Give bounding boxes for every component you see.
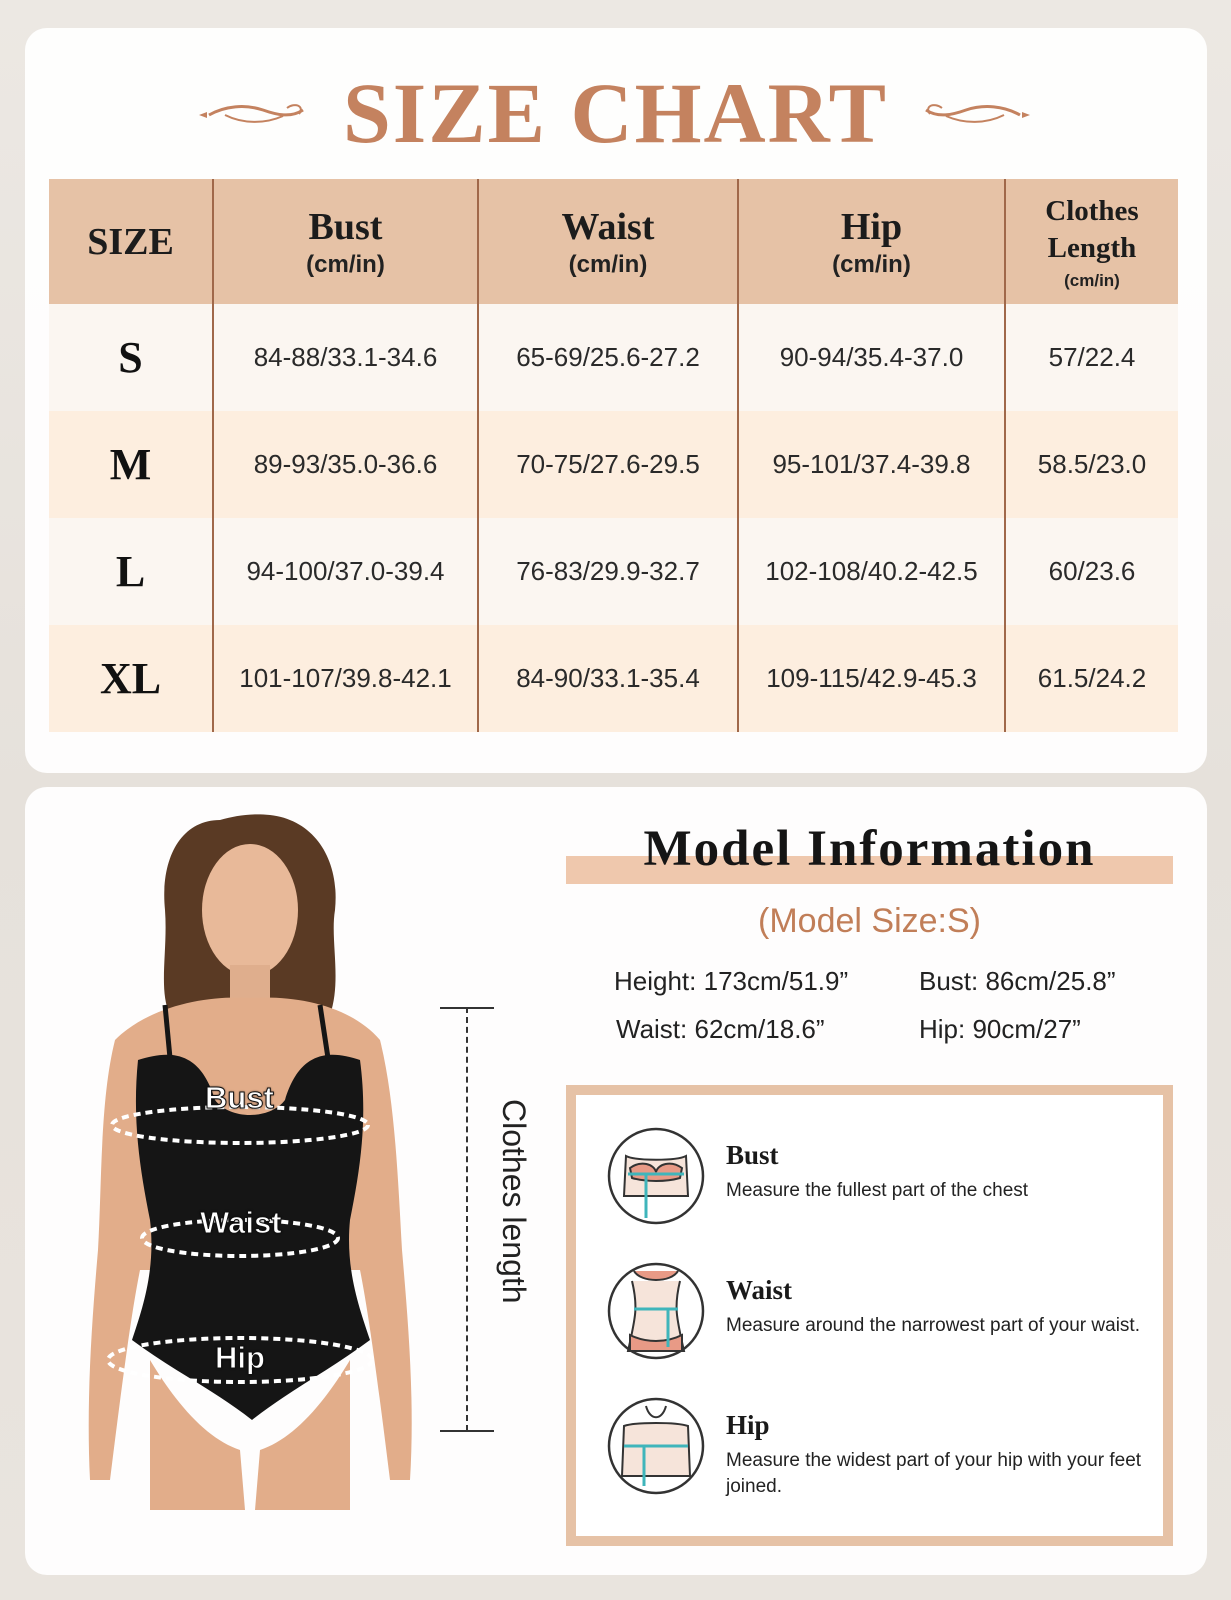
guide-name-waist: Waist (726, 1275, 793, 1305)
guide-item-waist (606, 1261, 1166, 1361)
measurement-guide (566, 1085, 1173, 1546)
table-header-row (49, 179, 1178, 304)
row-length: 57/22.4 (1005, 304, 1178, 411)
row-length: 61.5/24.2 (1005, 625, 1178, 732)
header-hip: Hip (cm/in) (738, 179, 1005, 304)
row-bust: 84-88/33.1-34.6 (213, 304, 478, 411)
table-row (49, 411, 1178, 518)
row-size: L (49, 518, 213, 625)
header-bust: Bust (cm/in) (213, 179, 478, 304)
row-size: M (49, 411, 213, 518)
right-flourish-icon (922, 100, 1034, 130)
guide-name-hip: Hip (726, 1410, 770, 1440)
face-shape (202, 844, 298, 976)
model-height: Height: 173cm/51.9” (614, 966, 849, 996)
row-size: S (49, 304, 213, 411)
guide-item-hip (606, 1396, 1166, 1496)
page-title: SIZE CHART (342, 65, 889, 161)
guide-item-bust (606, 1126, 1166, 1226)
model-hip: Hip: 90cm/27” (919, 1014, 1081, 1044)
row-waist: 70-75/27.6-29.5 (478, 411, 738, 518)
header-clothes-length: Clothes Length (cm/in) (1005, 179, 1178, 304)
bust-label: Bust (205, 1080, 274, 1115)
waist-label: Waist (200, 1205, 282, 1240)
row-bust: 89-93/35.0-36.6 (213, 411, 478, 518)
model-info-title: Model Information (643, 821, 1096, 877)
size-table (49, 179, 1178, 732)
guide-desc-hip: Measure the widest part of your hip with your feet joined. (726, 1450, 1142, 1497)
header-size: SIZE (49, 179, 213, 304)
table-row (49, 518, 1178, 625)
row-bust: 94-100/37.0-39.4 (213, 518, 478, 625)
waist-measure-icon (606, 1261, 706, 1361)
length-dashed-line (466, 1007, 468, 1431)
row-hip: 102-108/40.2-42.5 (738, 518, 1005, 625)
row-waist: 65-69/25.6-27.2 (478, 304, 738, 411)
hip-measure-icon (606, 1396, 706, 1496)
guide-name-bust: Bust (726, 1140, 779, 1170)
model-waist: Waist: 62cm/18.6” (616, 1014, 825, 1044)
length-bottom-cap (440, 1430, 494, 1432)
row-waist: 76-83/29.9-32.7 (478, 518, 738, 625)
row-hip: 109-115/42.9-45.3 (738, 625, 1005, 732)
guide-desc-waist: Measure around the narrowest part of your waist. (726, 1315, 1140, 1336)
bust-measure-icon (606, 1126, 706, 1226)
model-bust: Bust: 86cm/25.8” (919, 966, 1116, 996)
guide-desc-bust: Measure the fullest part of the chest (726, 1180, 1029, 1201)
model-figure (30, 800, 460, 1510)
row-hip: 95-101/37.4-39.8 (738, 411, 1005, 518)
row-length: 60/23.6 (1005, 518, 1178, 625)
hip-label: Hip (215, 1340, 265, 1375)
table-row (49, 304, 1178, 411)
table-row (49, 625, 1178, 732)
title-wrap (0, 65, 1231, 161)
clothes-length-label: Clothes length (496, 1099, 532, 1304)
row-length: 58.5/23.0 (1005, 411, 1178, 518)
row-hip: 90-94/35.4-37.0 (738, 304, 1005, 411)
row-waist: 84-90/33.1-35.4 (478, 625, 738, 732)
row-bust: 101-107/39.8-42.1 (213, 625, 478, 732)
model-size: (Model Size:S) (758, 902, 981, 940)
header-waist: Waist (cm/in) (478, 179, 738, 304)
row-size: XL (49, 625, 213, 732)
